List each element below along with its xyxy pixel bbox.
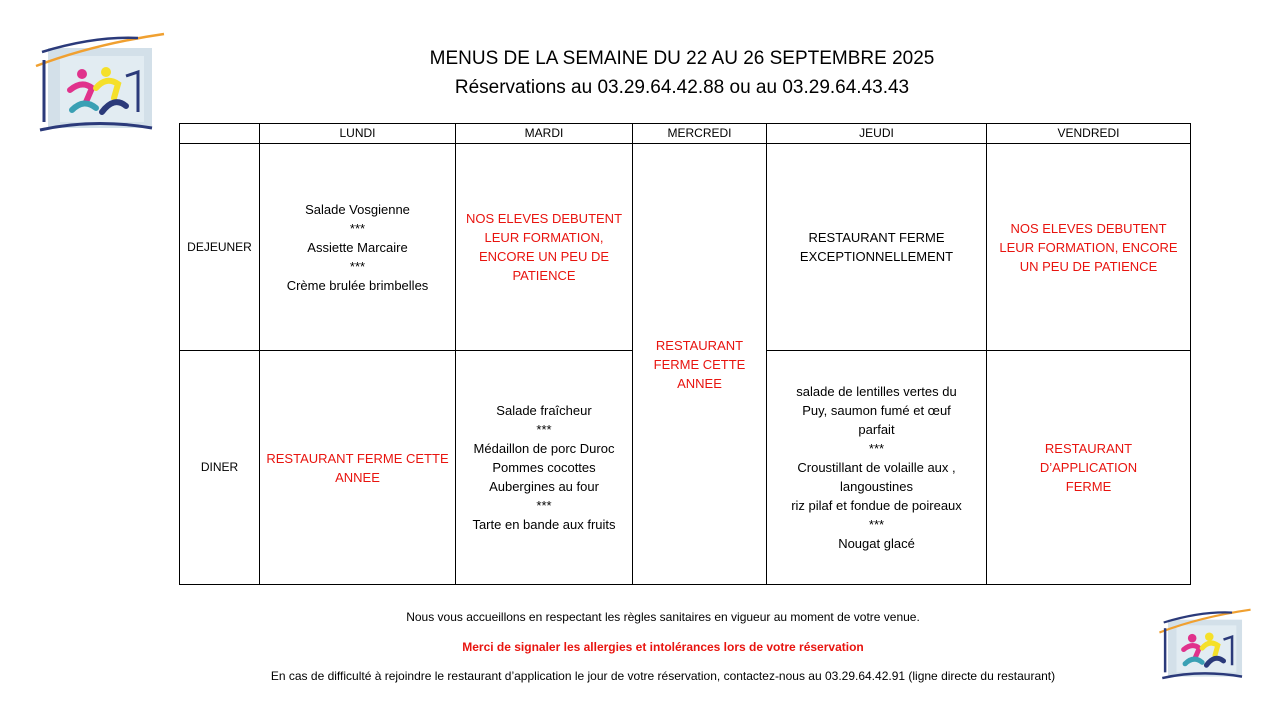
row-label-diner: DINER bbox=[180, 351, 260, 585]
notice-line: LEUR FORMATION, ENCORE bbox=[999, 239, 1178, 255]
notice-line: RESTAURANT bbox=[1044, 441, 1133, 456]
cell-jeudi-dejeuner bbox=[767, 144, 987, 351]
notice-line: PATIENCE bbox=[512, 268, 576, 283]
table-row-dejeuner bbox=[180, 144, 1191, 351]
corner-cell bbox=[180, 124, 260, 144]
menu-line: Médaillon de porc Duroc bbox=[473, 441, 615, 456]
menu-line: Puy, saumon fumé et œuf bbox=[802, 403, 951, 418]
menu-line: Salade Vosgienne bbox=[305, 201, 410, 217]
menu-line: Salade fraîcheur bbox=[496, 403, 592, 418]
cell-mardi-diner bbox=[456, 351, 633, 585]
menu-line: Pommes cocottes bbox=[492, 460, 596, 475]
menu-line: *** bbox=[349, 220, 366, 236]
menu-line: *** bbox=[349, 258, 366, 274]
menu-line: Croustillant de volaille aux , bbox=[797, 460, 956, 475]
cell-jeudi-diner bbox=[767, 351, 987, 585]
cell-mardi-dejeuner bbox=[456, 144, 633, 351]
sanitary-rules-note: Nous vous accueillons en respectant les règles sanitaires en vigueur au moment de votre venue. bbox=[406, 610, 920, 624]
notice-line: ENCORE UN PEU DE bbox=[478, 249, 610, 264]
notice-line: RESTAURANT FERME bbox=[808, 230, 945, 245]
school-logo-small-icon bbox=[1158, 606, 1252, 686]
day-header-mardi: MARDI bbox=[456, 124, 633, 144]
cell-vendredi-diner bbox=[987, 351, 1191, 585]
cell-lundi-dejeuner bbox=[260, 144, 456, 351]
menu-line: *** bbox=[868, 517, 885, 532]
menu-line: Tarte en bande aux fruits bbox=[472, 517, 616, 532]
reservation-phones: Réservations au 03.29.64.42.88 ou au 03.29.64.43.43 bbox=[454, 77, 910, 98]
contact-note: En cas de difficulté à rejoindre le restaurant d’application le jour de votre réservation, contactez-nous au 03.29.64.42.91 (ligne directe du restaurant) bbox=[270, 669, 1056, 683]
weekly-menu-table bbox=[179, 123, 1191, 585]
notice-line: ANNEE bbox=[677, 375, 722, 391]
menu-line: Nougat glacé bbox=[838, 536, 915, 551]
notice-line: FERME bbox=[1065, 479, 1112, 494]
notice-line: EXCEPTIONNELLEMENT bbox=[799, 249, 954, 264]
notice-line: LEUR FORMATION, bbox=[484, 230, 604, 245]
day-header-vendredi: VENDREDI bbox=[987, 124, 1191, 144]
menu-line: *** bbox=[868, 441, 885, 456]
notice-line: ANNEE bbox=[335, 469, 380, 485]
menu-line: salade de lentilles vertes du bbox=[796, 384, 957, 399]
notice-line: UN PEU DE PATIENCE bbox=[1019, 258, 1158, 274]
menu-line: *** bbox=[536, 498, 552, 513]
day-header-jeudi: JEUDI bbox=[767, 124, 987, 144]
allergy-notice: Merci de signaler les allergies et intolérances lors de votre réservation bbox=[462, 640, 864, 654]
notice-line: NOS ELEVES DEBUTENT bbox=[465, 211, 623, 226]
notice-line: RESTAURANT FERME CETTE bbox=[266, 450, 449, 466]
cell-mercredi-closed bbox=[633, 144, 767, 585]
cell-vendredi-dejeuner bbox=[987, 144, 1191, 351]
menu-line: Crème brulée brimbelles bbox=[286, 277, 429, 293]
menu-line: Aubergines au four bbox=[489, 479, 599, 494]
day-header-mercredi: MERCREDI bbox=[633, 124, 767, 144]
row-label-dejeuner: DEJEUNER bbox=[180, 144, 260, 351]
notice-line: NOS ELEVES DEBUTENT bbox=[1010, 220, 1167, 236]
menu-line: *** bbox=[536, 422, 552, 437]
menu-line: Assiette Marcaire bbox=[307, 239, 408, 255]
table-header-row bbox=[180, 124, 1191, 144]
cell-lundi-diner bbox=[260, 351, 456, 585]
notice-line: FERME CETTE bbox=[653, 356, 746, 372]
school-logo-icon bbox=[34, 32, 166, 138]
menu-line: langoustines bbox=[840, 479, 913, 494]
menu-line: parfait bbox=[858, 422, 895, 437]
day-header-lundi: LUNDI bbox=[260, 124, 456, 144]
menu-line: riz pilaf et fondue de poireaux bbox=[791, 498, 962, 513]
page-title: MENUS DE LA SEMAINE DU 22 AU 26 SEPTEMBRE 2025 bbox=[429, 48, 935, 69]
notice-line: RESTAURANT bbox=[655, 337, 744, 353]
notice-line: D’APPLICATION bbox=[1039, 460, 1138, 475]
